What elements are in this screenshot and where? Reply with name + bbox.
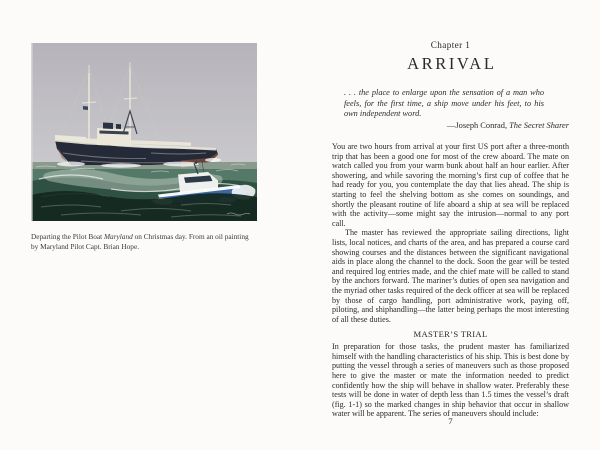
epigraph-attribution — [332, 121, 569, 130]
section-heading: MASTER’S TRIAL — [413, 329, 488, 340]
caption-boat-name: Maryland — [103, 232, 133, 241]
attribution-work-title: The Secret Sharer — [509, 121, 569, 130]
body-text — [332, 142, 569, 419]
page-number: 7 — [448, 416, 453, 426]
paragraph-3: In preparation for those tasks, the prudent master has familiarized himself with the handling characteristics of his ship. This is best done by putting the vessel through a series of maneuvers such as those proposed here to give the master or mate the information needed to predict confidently how the ship will behave in shallow water. Preferably these tests will be done in water of depth less than 1.5 times the vessel’s draft (fig. 1-1) so the marked changes in ship behavior that occur in shallow water will be apparent. The series of maneuvers should include: — [332, 342, 569, 419]
bridge-figures — [116, 124, 121, 129]
epigraph: . . . the place to enlarge upon the sensation of a man who feels, for the first time, a ship move under his feet, to his own independent word. — [344, 88, 544, 119]
paragraph-1: You are two hours from arrival at your first US port after a three-month trip that has been a good one for most of the crew aboard. The mate on watch called you from your warm bunk about half an hour earlier. After showering, and while savoring the morning’s first cup of coffee that he had ready for you, you contemplate the day that lies ahead. The ship is starting to feel the shelving bottom as she comes on soundings, and shortly the pleasant routine of life aboard a ship at sea will be replaced with the activity—some might say the intrusion—normal to any port call. — [332, 142, 569, 228]
painting-caption — [31, 232, 255, 252]
mast-flag — [83, 106, 88, 110]
right-page — [332, 0, 569, 450]
canvas-edge-highlight — [31, 43, 33, 221]
chapter-title: ARRIVAL — [407, 54, 497, 73]
ship-painting-image — [31, 43, 257, 221]
paragraph-2: The master has reviewed the appropriate sailing directions, light lists, local notices, and charts of the area, and has prepared a course card showing courses and the distances between the significant navigational aids in place along the channel to the dock. Soon the gear will be tested and required log entries made, and the chief mate will be called to stand by the anchors forward. The mariner’s duties of open sea navigation and the myriad other tasks required of the deck officer at sea will be replaced by those of cargo handling, port administrative work, paying off, piloting, and shiphandling—the latter being perhaps the most interesting of all these duties. — [332, 228, 569, 324]
bridge-top-structure — [103, 123, 113, 130]
attribution-author: —Joseph Conrad, — [447, 121, 508, 130]
chapter-label: Chapter 1 — [430, 40, 471, 50]
caption-text-post: on Christmas day. From an oil painting by Maryland Pilot Capt. Brian Hope. — [31, 232, 249, 252]
caption-text-pre: Departing the Pilot Boat — [31, 232, 104, 241]
painting-figure — [31, 43, 257, 252]
boat-radar — [195, 161, 198, 164]
